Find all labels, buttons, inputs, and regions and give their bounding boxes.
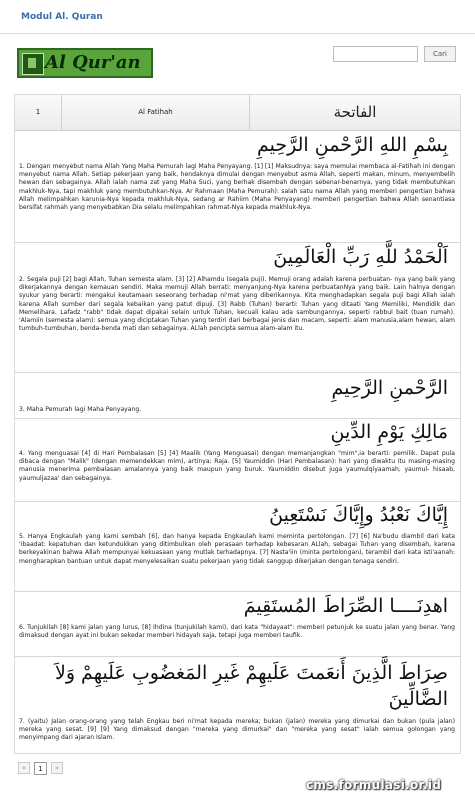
verse-arabic: مَالِكِ يَوْمِ الدِّينِ — [330, 421, 448, 443]
verse-translation: 1. Dengan menyebut nama Allah Yang Maha Pemurah lagi Maha Penyayang. [1] [1] Maksudnya: saya memulai membaca al-Fatihah ini dengan menyebut nama Allah. Setiap pekerjaan yang baik, hendaknya dimulai dengan menyebut asma Allah, seperti makan, minum, menyembelih hewan dan sebagainya. Allah ialah nama zat yang Maha Suci, yang berhak disembah dengan sebenar-benarnya, yang tidak membutuhkan makhluk-Nya, tapi makhluk yang membutuhkan-Nya. Ar Rahmaan (Maha Pemurah): salah satu nama Allah yang memberi pengertian bahwa Allah melimpahkan karunia-Nya kepada makhluk-Nya, sedang ar Rahiim (Maha Penyayang) memberi pengertian bahwa Allah senantiasa bersifat rahmah yang menyebabkan Dia selalu melimpahkan rahmat-Nya kepada makhluk-Nya. — [19, 163, 456, 212]
logo-text: Al Qur'an — [45, 52, 141, 73]
verse-translation: 6. Tunjukilah [8] kami jalan yang lurus, [8] Ihdina (tunjukilah kami), dari kata "hidayaat": memberi petunjuk ke suatu jalan yang benar. Yang dimaksud dengan ayat ini bukan sekedar memberi hidayah saja, tetapi juga memberi taufik. — [19, 624, 455, 640]
verse-translation: 4. Yang menguasai [4] di Hari Pembalasan [5] [4] Maalik (Yang Menguasai) dengan memanjangkan "mim",ia berarti: pemilik. Dapat pula dibaca dengan "Malik" (dengan memendekkan mim), artinya: Raja. [5] Yaumiddin (Hari Pembalasan): hari yang diwaktu itu masing-masing manusia menerima pembalasan amalannya yang baik maupun yang buruk. Yaumiddin disebut juga yaumulqiyaamah, yaumul- hisaab, yaumuljazaa' dan sebagainya. — [19, 450, 455, 482]
verse-translation: 5. Hanya Engkaulah yang kami sembah [6], dan hanya kepada Engkaulah kami meminta pertolongan. [7] [6] Na'budu diambil dari kata 'ibaadat: kepatuhan dan ketundukkan yang ditimbulkan oleh perasaan terhadap kebesaran ALlah, sebagai Tuhan yang disembah, karena berkeyakinan bahwa Allah mempunyai kekuasaan yang mutlak terhadapnya. [7] Nasta'iin (minta pertolongan), terambil dari kata isti'aanah: mengharapkan bantuan untuk dapat menyelesaikan suatu pekerjaan yang tidak sanggup dikerjakan dengan tenaga sendiri. — [19, 533, 455, 565]
verse-translation: 3. Maha Pemurah lagi Maha Penyayang. — [19, 406, 142, 413]
verse-row — [15, 419, 460, 502]
surah-number: 1 — [15, 95, 62, 130]
verse-row — [15, 502, 460, 592]
verse-arabic: الرَّحْمنِ الرَّحِيمِ — [331, 377, 448, 399]
page-number-1[interactable]: 1 — [34, 762, 47, 775]
next-page-button[interactable]: » — [51, 762, 63, 774]
alquran-logo[interactable] — [17, 48, 153, 78]
verse-row — [15, 592, 460, 657]
verse-arabic: إِيَّاكَ نَعْبُدُ وإِيَّاكَ نَسْتَعِينُ — [269, 504, 448, 526]
quran-book-icon — [22, 53, 44, 75]
verse-row — [15, 243, 460, 373]
verse-row — [15, 373, 460, 419]
verse-arabic: صِرَاطَ الَّذِينَ أَنعَمتَ عَلَيهِمْ غَيرِ المَغضُوبِ عَلَيهِمْ وَلاَ الضَّالِّينَ — [55, 662, 448, 710]
verse-arabic: اهدِنَــــا الصِّرَاطَ المُستَقِيمَ — [243, 595, 448, 617]
quran-table — [14, 94, 461, 754]
verse-row — [15, 130, 460, 243]
search-button[interactable]: Cari — [424, 46, 456, 62]
verse-translation: 7. (yaitu) Jalan orang-orang yang telah Engkau beri ni'mat kepada mereka; bukan (jalan) mereka yang dimurkai dan bukan (pula jalan) mereka yang sesat. [9] [9] Yang dimaksud dengan "mereka yang dimurkai" dan "mereka yang sesat" ialah semua golongan yang menyimpang dari ajaran Islam. — [19, 718, 455, 742]
verse-row — [15, 657, 460, 754]
search-input[interactable] — [333, 46, 418, 62]
surah-arabic-name: الفاتحة — [333, 103, 377, 121]
top-bar — [0, 0, 475, 34]
verse-arabic: بِسْمِ اللهِ الرَّحْمنِ الرَّحِيمِ — [257, 134, 448, 156]
verse-arabic: اَلْحَمْدُ للَّهِ رَبِّ الْعَالَمِينَ — [273, 246, 448, 268]
module-title: Modul Al. Quran — [21, 12, 103, 22]
table-header-row — [15, 95, 460, 131]
surah-name[interactable]: Al Fatihah — [62, 95, 250, 130]
verse-translation: 2. Segala puji [2] bagi Allah, Tuhan semesta alam. [3] [2] Alhamdu (segala puji). Memuji orang adalah karena perbuatan- nya yang baik yang dikerjakannya dengan kemauan sendiri. Maka memuji Allah berrati: menyanjung-Nya karena perbuatanNya yang baik. Lain halnya dengan syukur yang berarti: mengakui keutamaan seseorang terhadap ni'mat yang diberikannya. Kita menghadapkan segala puji bagi Allah ialah karena Allah sumber dari segala kebaikan yang patut dipuji. [3] Rabb (Tuhan) berarti: Tuhan yang ditaati Yang Memiliki, Mendidik dan Memelihara. Lafadz "rabb" tidak dapat dipakai selain untuk Tuhan, kecuali kalau ada sambungannya, seperti rabbul bait (tuan rumah). 'Alamiin (semesta alam): semua yang diciptakan Tuhan yang terdiri dari berbagai jenis dan macam, seperti: alam manusia,alam hewan, alam tumbuh-tumbuhan, benda-benda mati dan sebagainya. ALlah pencipta semua alam-alam itu. — [19, 276, 455, 333]
site-watermark: cms.formulasi.or.id — [306, 778, 442, 792]
prev-page-button[interactable]: « — [18, 762, 30, 774]
